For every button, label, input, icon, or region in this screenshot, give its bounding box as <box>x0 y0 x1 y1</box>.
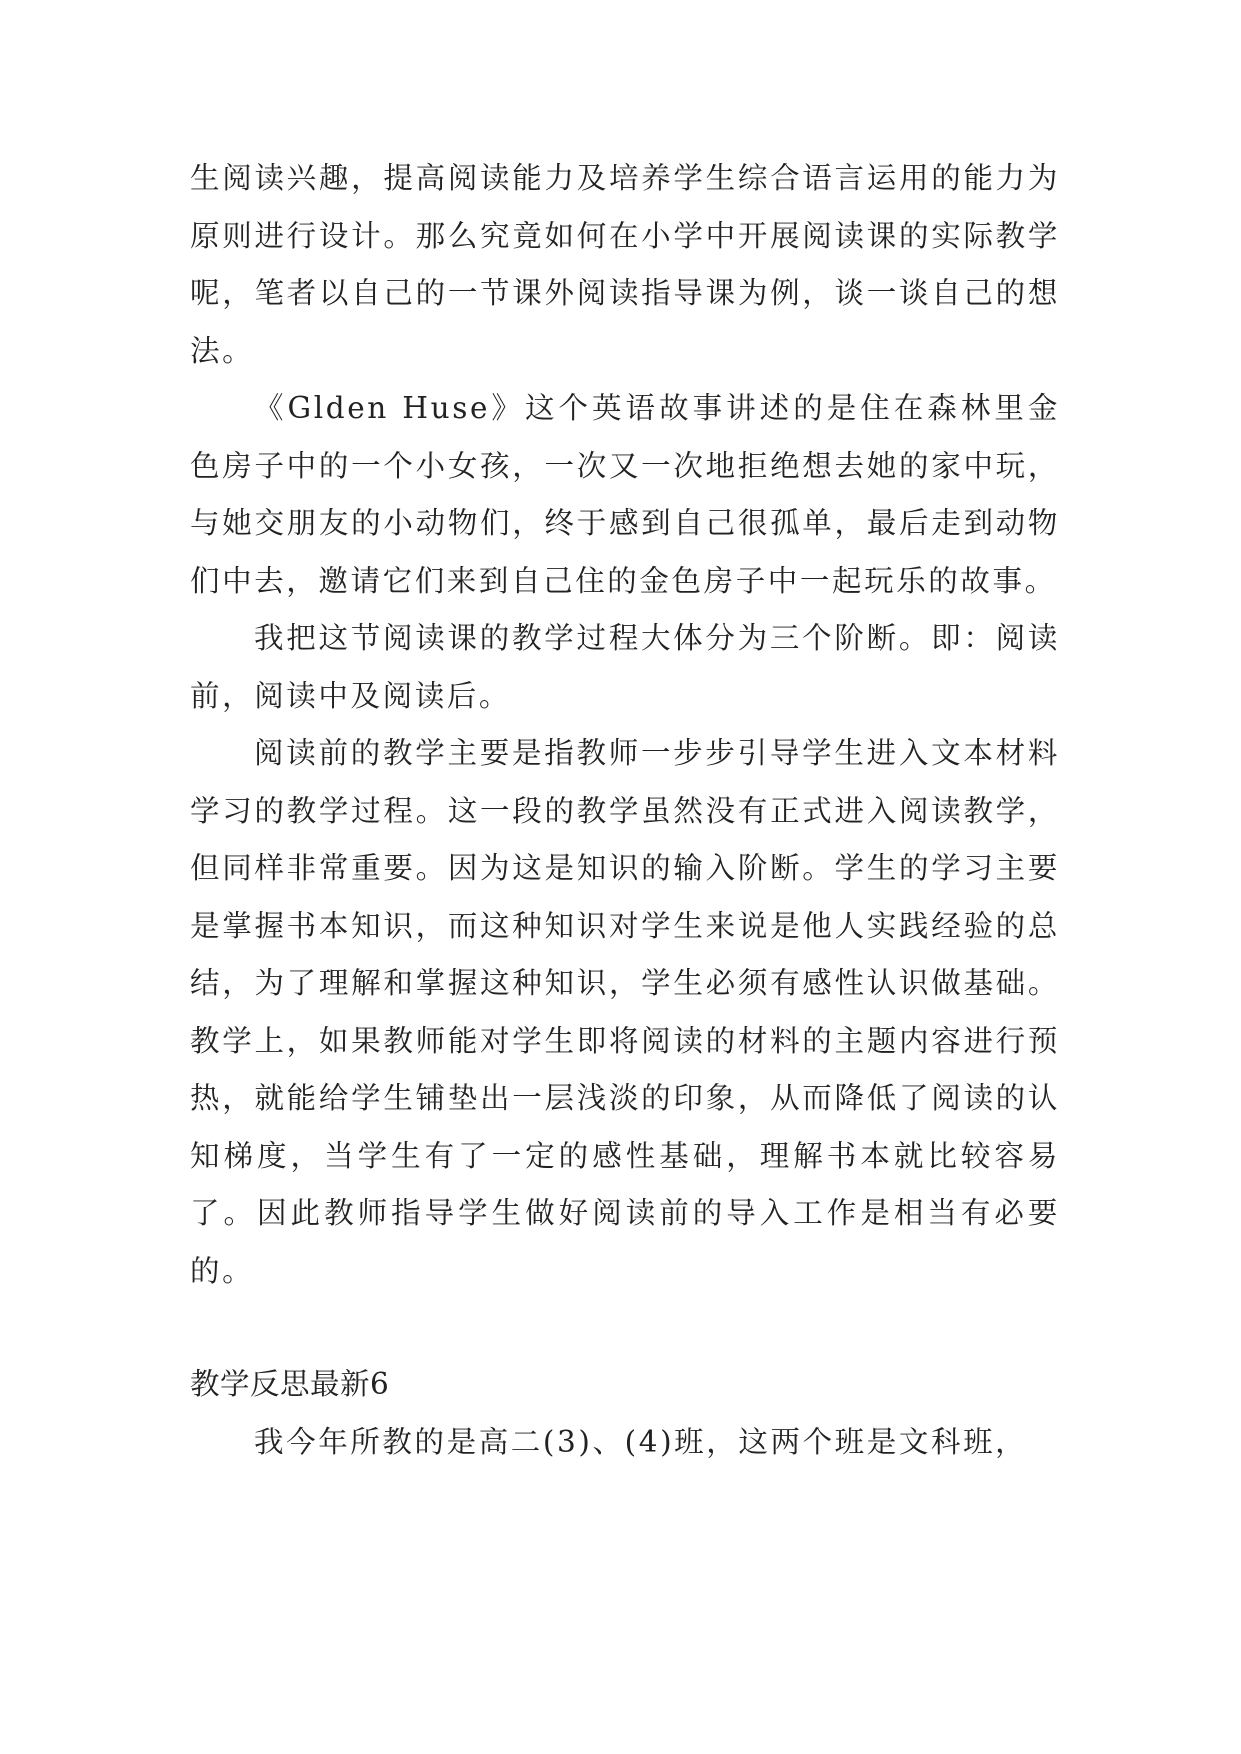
document-body <box>190 150 1060 1471</box>
paragraph-4: 阅读前的教学主要是指教师一步步引导学生进入文本材料学习的教学过程。这一段的教学虽然没有正式进入阅读教学，但同样非常重要。因为这是知识的输入阶断。学生的学习主要是掌握书本知识，而这种知识对学生来说是他人实践经验的总结，为了理解和掌握这种知识，学生必须有感性认识做基础。教学上，如果教师能对学生即将阅读的材料的主题内容进行预热，就能给学生铺垫出一层浅淡的印象，从而降低了阅读的认知梯度，当学生有了一定的感性基础，理解书本就比较容易了。因此教师指导学生做好阅读前的导入工作是相当有必要的。 <box>190 736 1060 1288</box>
section-paragraph-1: 我今年所教的是高二(3)、(4)班，这两个班是文科班， <box>254 1424 1028 1459</box>
paragraph-1: 生阅读兴趣，提高阅读能力及培养学生综合语言运用的能力为原则进行设计。那么究竟如何在小学中开展阅读课的实际教学呢，笔者以自己的一节课外阅读指导课为例，谈一谈自己的想法。 <box>190 161 1060 368</box>
section-heading: 教学反思最新6 <box>190 1367 390 1401</box>
paragraph-3: 我把这节阅读课的教学过程大体分为三个阶断。即：阅读前，阅读中及阅读后。 <box>190 621 1060 713</box>
paragraph-2: 《Glden Huse》这个英语故事讲述的是住在森林里金色房子中的一个小女孩，一次又一次地拒绝想去她的家中玩，与她交朋友的小动物们，终于感到自己很孤单，最后走到动物们中去，邀请它们来到自己住的金色房子中一起玩乐的故事。 <box>190 391 1060 598</box>
